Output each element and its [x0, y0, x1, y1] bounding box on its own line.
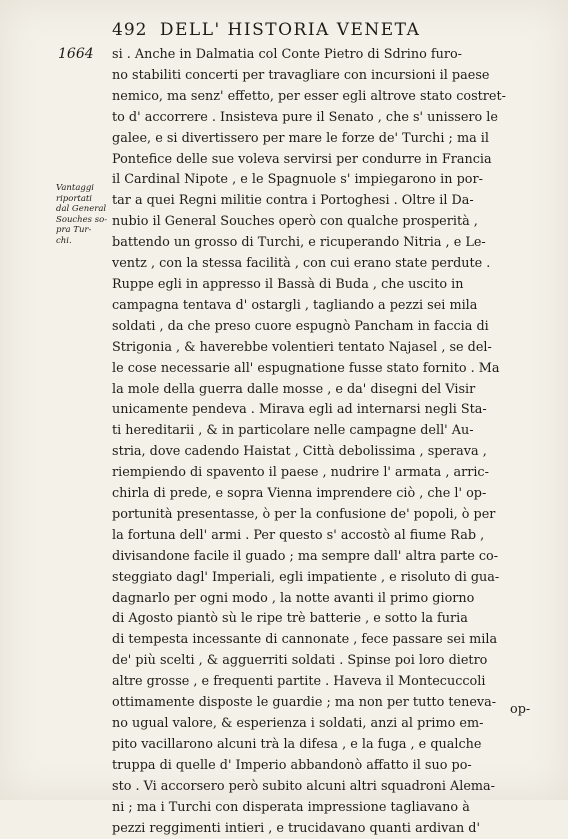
text-line: to d' accorrere . Insisteva pure il Senato , che s' unissero le: [112, 109, 498, 125]
margin-year: 1664: [58, 46, 94, 62]
text-line: ti hereditarii , & in particolare nelle campagne dell' Au-: [112, 423, 474, 439]
marginal-note-line: Vantaggi: [56, 183, 94, 193]
text-line: ottimamente disposte le guardie ; ma non per tutto teneva-: [112, 695, 497, 711]
text-line: nemico, ma senz' effetto, per esser egli altrove stato costret-: [112, 88, 506, 104]
text-line: no ugual valore, & esperienza i soldati, anzi al primo em-: [112, 716, 484, 731]
text-line: Strigonia , & haverebbe volentieri tentato Najasel , se del-: [112, 339, 492, 355]
text-line: stria, dove cadendo Haistat , Città debolissima , sperava ,: [112, 444, 487, 460]
text-line: la fortuna dell' armi . Per questo s' accostò al fiume Rab ,: [112, 527, 485, 543]
marginal-note: [56, 183, 118, 247]
text-line: ventz , con la stessa facilità , con cui erano state perdute .: [112, 256, 491, 272]
text-line: Pontefice delle sue voleva servirsi per condurre in Francia: [112, 151, 492, 167]
text-line: altre grosse , e frequenti partite . Haveva il Montecuccoli: [112, 674, 486, 690]
text-line: campagna tentava d' ostargli , tagliando a pezzi sei mila: [112, 297, 478, 313]
text-line: riempiendo di spavento il paese , nudrire l' armata , arric-: [112, 465, 489, 481]
running-head: DELL' HISTORIA VENETA: [159, 20, 421, 40]
text-line: nubio il General Souches operò con qualche prosperità ,: [112, 214, 478, 230]
page-header: [112, 20, 420, 40]
text-line: pezzi reggimenti intieri , e trucidavano quanti ardivan d': [112, 820, 480, 836]
marginal-note-line: chi.: [56, 235, 72, 246]
marginal-note-line: Souches so-: [56, 214, 108, 225]
text-line: si . Anche in Dalmatia col Conte Pietro di Sdrino furo-: [112, 47, 462, 62]
text-line: il Cardinal Nipote , e le Spagnuole s' impiegarono in por-: [112, 172, 483, 188]
text-line: dagnarlo per ogni modo , la notte avanti il primo giorno: [112, 590, 475, 606]
marginal-note-line: dal General: [56, 204, 107, 215]
text-line: steggiato dagl' Imperiali, egli impatiente , e risoluto di gua-: [112, 569, 500, 585]
text-line: sto . Vi accorsero però subito alcuni altri squadroni Alema-: [112, 778, 495, 794]
catchword: op-: [510, 702, 531, 717]
text-line: battendo un grosso di Turchi, e ricuperando Nitria , e Le-: [112, 235, 486, 251]
text-line: le cose necessarie all' espugnatione fusse stato fornito . Ma: [112, 360, 500, 376]
text-line: la mole della guerra dalle mosse , e da' disegni del Visir: [112, 381, 476, 397]
body-text: [112, 45, 548, 839]
text-line: portunità presentasse, ò per la confusione de' popoli, ò per: [112, 506, 496, 522]
text-line: unicamente pendeva . Mirava egli ad internarsi negli Sta-: [112, 402, 487, 418]
text-line: di Agosto piantò sù le ripe trè batterie , e sotto la furia: [112, 611, 468, 627]
text-line: divisandone facile il guado ; ma sempre dall' altra parte co-: [112, 548, 499, 564]
text-line: chirla di prede, e sopra Vienna imprendere ciò , che l' op-: [112, 486, 487, 502]
text-line: de' più scelti , & agguerriti soldati . Spinse poi loro dietro: [112, 653, 488, 669]
text-line: pito vacillarono alcuni trà la difesa , e la fuga , e qualche: [112, 736, 482, 752]
text-line: soldati , da che preso cuore espugnò Pancham in faccia di: [112, 318, 489, 334]
text-line: Ruppe egli in appresso il Bassà di Buda , che uscito in: [112, 276, 464, 292]
page-number: 492: [112, 20, 148, 40]
text-line: no stabiliti concerti per travagliare con incursioni il paese: [112, 67, 490, 83]
text-line: di tempesta incessante di cannonate , fece passare sei mila: [112, 632, 498, 648]
marginal-note-line: pra Tur-: [56, 225, 92, 236]
text-line: galee, e si divertissero per mare le forze de' Turchi ; ma il: [112, 130, 489, 146]
marginal-note-line: riportati: [56, 193, 93, 204]
text-line: tar a quei Regni militie contra i Portoghesi . Oltre il Da-: [112, 193, 474, 209]
text-line: truppa di quelle d' Imperio abbandonò affatto il suo po-: [112, 757, 472, 773]
text-line: ni ; ma i Turchi con disperata impressione tagliavano à: [112, 799, 470, 815]
